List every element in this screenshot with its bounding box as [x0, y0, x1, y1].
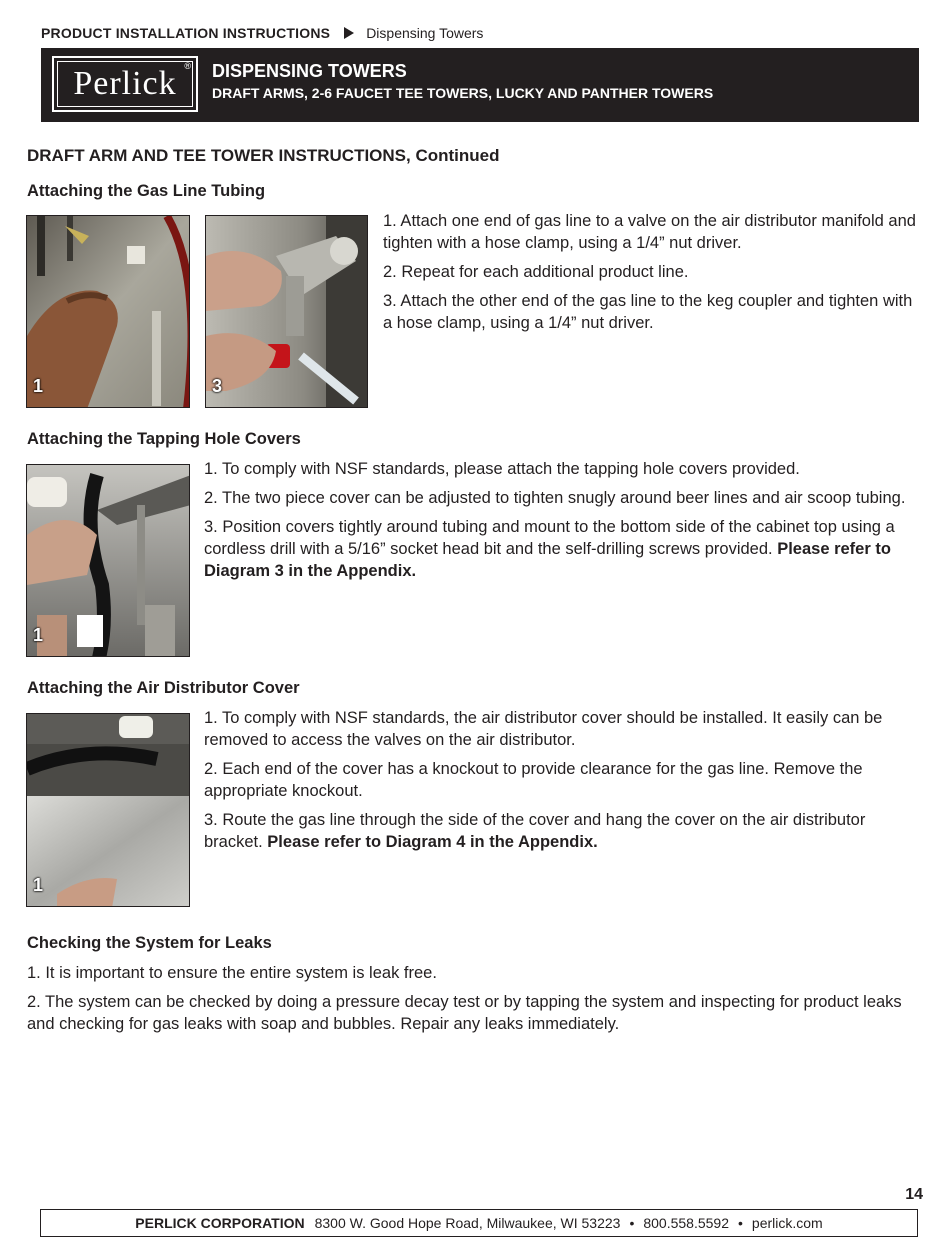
tapping-hole-step-1: 1. To comply with NSF standards, please attach the tapping hole covers provided. — [204, 460, 800, 478]
leaks-step-2: 2. The system can be checked by doing a pressure decay test or by tapping the system and inspecting for product leaks and checking for gas leaks with soap and bubbles. Repair any leaks immediately. — [27, 993, 902, 1033]
air-distributor-step-3-text: 3. Route the gas line through the side of the cover and hang the cover on the air distributor bracket. — [204, 811, 866, 851]
section-heading-leaks: Checking the System for Leaks — [27, 934, 272, 952]
photo-gas-line-manifold-image — [27, 216, 190, 408]
logo-wordmark: Perlick — [73, 65, 177, 102]
section-heading-gas-line: Attaching the Gas Line Tubing — [27, 182, 266, 200]
photo-keg-coupler — [205, 215, 368, 408]
gas-line-steps — [383, 210, 918, 341]
section-heading-air-distributor: Attaching the Air Distributor Cover — [27, 679, 300, 697]
tapping-hole-steps — [204, 458, 918, 589]
main-heading: DRAFT ARM AND TEE TOWER INSTRUCTIONS, Continued — [27, 146, 500, 165]
air-distributor-step-3 — [204, 809, 918, 853]
registered-mark: ® — [184, 61, 191, 71]
photo-tapping-hole-cover-image — [27, 465, 190, 657]
banner-title: DISPENSING TOWERS — [212, 61, 407, 81]
footer-address: 8300 W. Good Hope Road, Milwaukee, WI 53223 — [314, 1215, 621, 1231]
footer-separator: • — [629, 1215, 635, 1231]
breadcrumb-sub: Dispensing Towers — [366, 25, 484, 41]
air-distributor-step-3-reference: Please refer to Diagram 4 in the Appendix. — [267, 833, 598, 851]
air-distributor-step-2: 2. Each end of the cover has a knockout to provide clearance for the gas line. Remove the appropriate knockout. — [204, 760, 863, 800]
header-banner — [41, 48, 919, 122]
footer-company: PERLICK CORPORATION — [135, 1215, 305, 1231]
photo-label: 1 — [33, 625, 44, 645]
photo-label: 1 — [33, 875, 44, 895]
gas-line-step-1: 1. Attach one end of gas line to a valve on the air distributor manifold and tighten with a hose clamp, using a 1/4” nut driver. — [383, 212, 916, 252]
photo-label: 1 — [33, 376, 44, 396]
triangle-right-icon — [344, 27, 354, 39]
gas-line-step-2: 2. Repeat for each additional product line. — [383, 263, 689, 281]
air-distributor-steps — [204, 707, 918, 860]
breadcrumb-main: PRODUCT INSTALLATION INSTRUCTIONS — [41, 25, 331, 41]
banner-subtitle: DRAFT ARMS, 2-6 FAUCET TEE TOWERS, LUCKY AND PANTHER TOWERS — [212, 85, 714, 101]
breadcrumb — [41, 25, 483, 41]
photo-label: 3 — [212, 376, 223, 396]
page-number: 14 — [905, 1186, 923, 1203]
gas-line-step-3: 3. Attach the other end of the gas line to the keg coupler and tighten with a hose clamp, using a 1/4” nut driver. — [383, 292, 913, 332]
tapping-hole-step-3 — [204, 516, 918, 582]
photo-air-distributor-cover — [26, 713, 190, 907]
footer-separator: • — [738, 1215, 743, 1231]
leaks-step-1: 1. It is important to ensure the entire system is leak free. — [27, 964, 437, 982]
footer-phone: 800.558.5592 — [643, 1215, 729, 1231]
section-heading-tapping-hole: Attaching the Tapping Hole Covers — [27, 430, 301, 448]
leaks-steps — [27, 962, 918, 1042]
tapping-hole-step-3-text: 3. Position covers tightly around tubing and mount to the bottom side of the cabinet top using a cordless drill with a 5/16” socket head bit and the self-drilling screws provided. — [204, 518, 895, 558]
tapping-hole-step-3-reference: Please refer to Diagram 3 in the Appendix. — [204, 540, 891, 580]
footer-website: perlick.com — [751, 1215, 823, 1231]
perlick-logo — [52, 56, 198, 112]
photo-tapping-hole-cover — [26, 464, 190, 657]
photo-keg-coupler-image — [206, 216, 368, 408]
photo-gas-line-manifold — [26, 215, 190, 408]
footer — [40, 1209, 918, 1237]
tapping-hole-step-2: 2. The two piece cover can be adjusted to tighten snugly around beer lines and air scoop tubing. — [204, 489, 906, 507]
air-distributor-step-1: 1. To comply with NSF standards, the air distributor cover should be installed. It easily can be removed to access the valves on the air distributor. — [204, 709, 883, 749]
photo-air-distributor-cover-image — [27, 714, 190, 907]
